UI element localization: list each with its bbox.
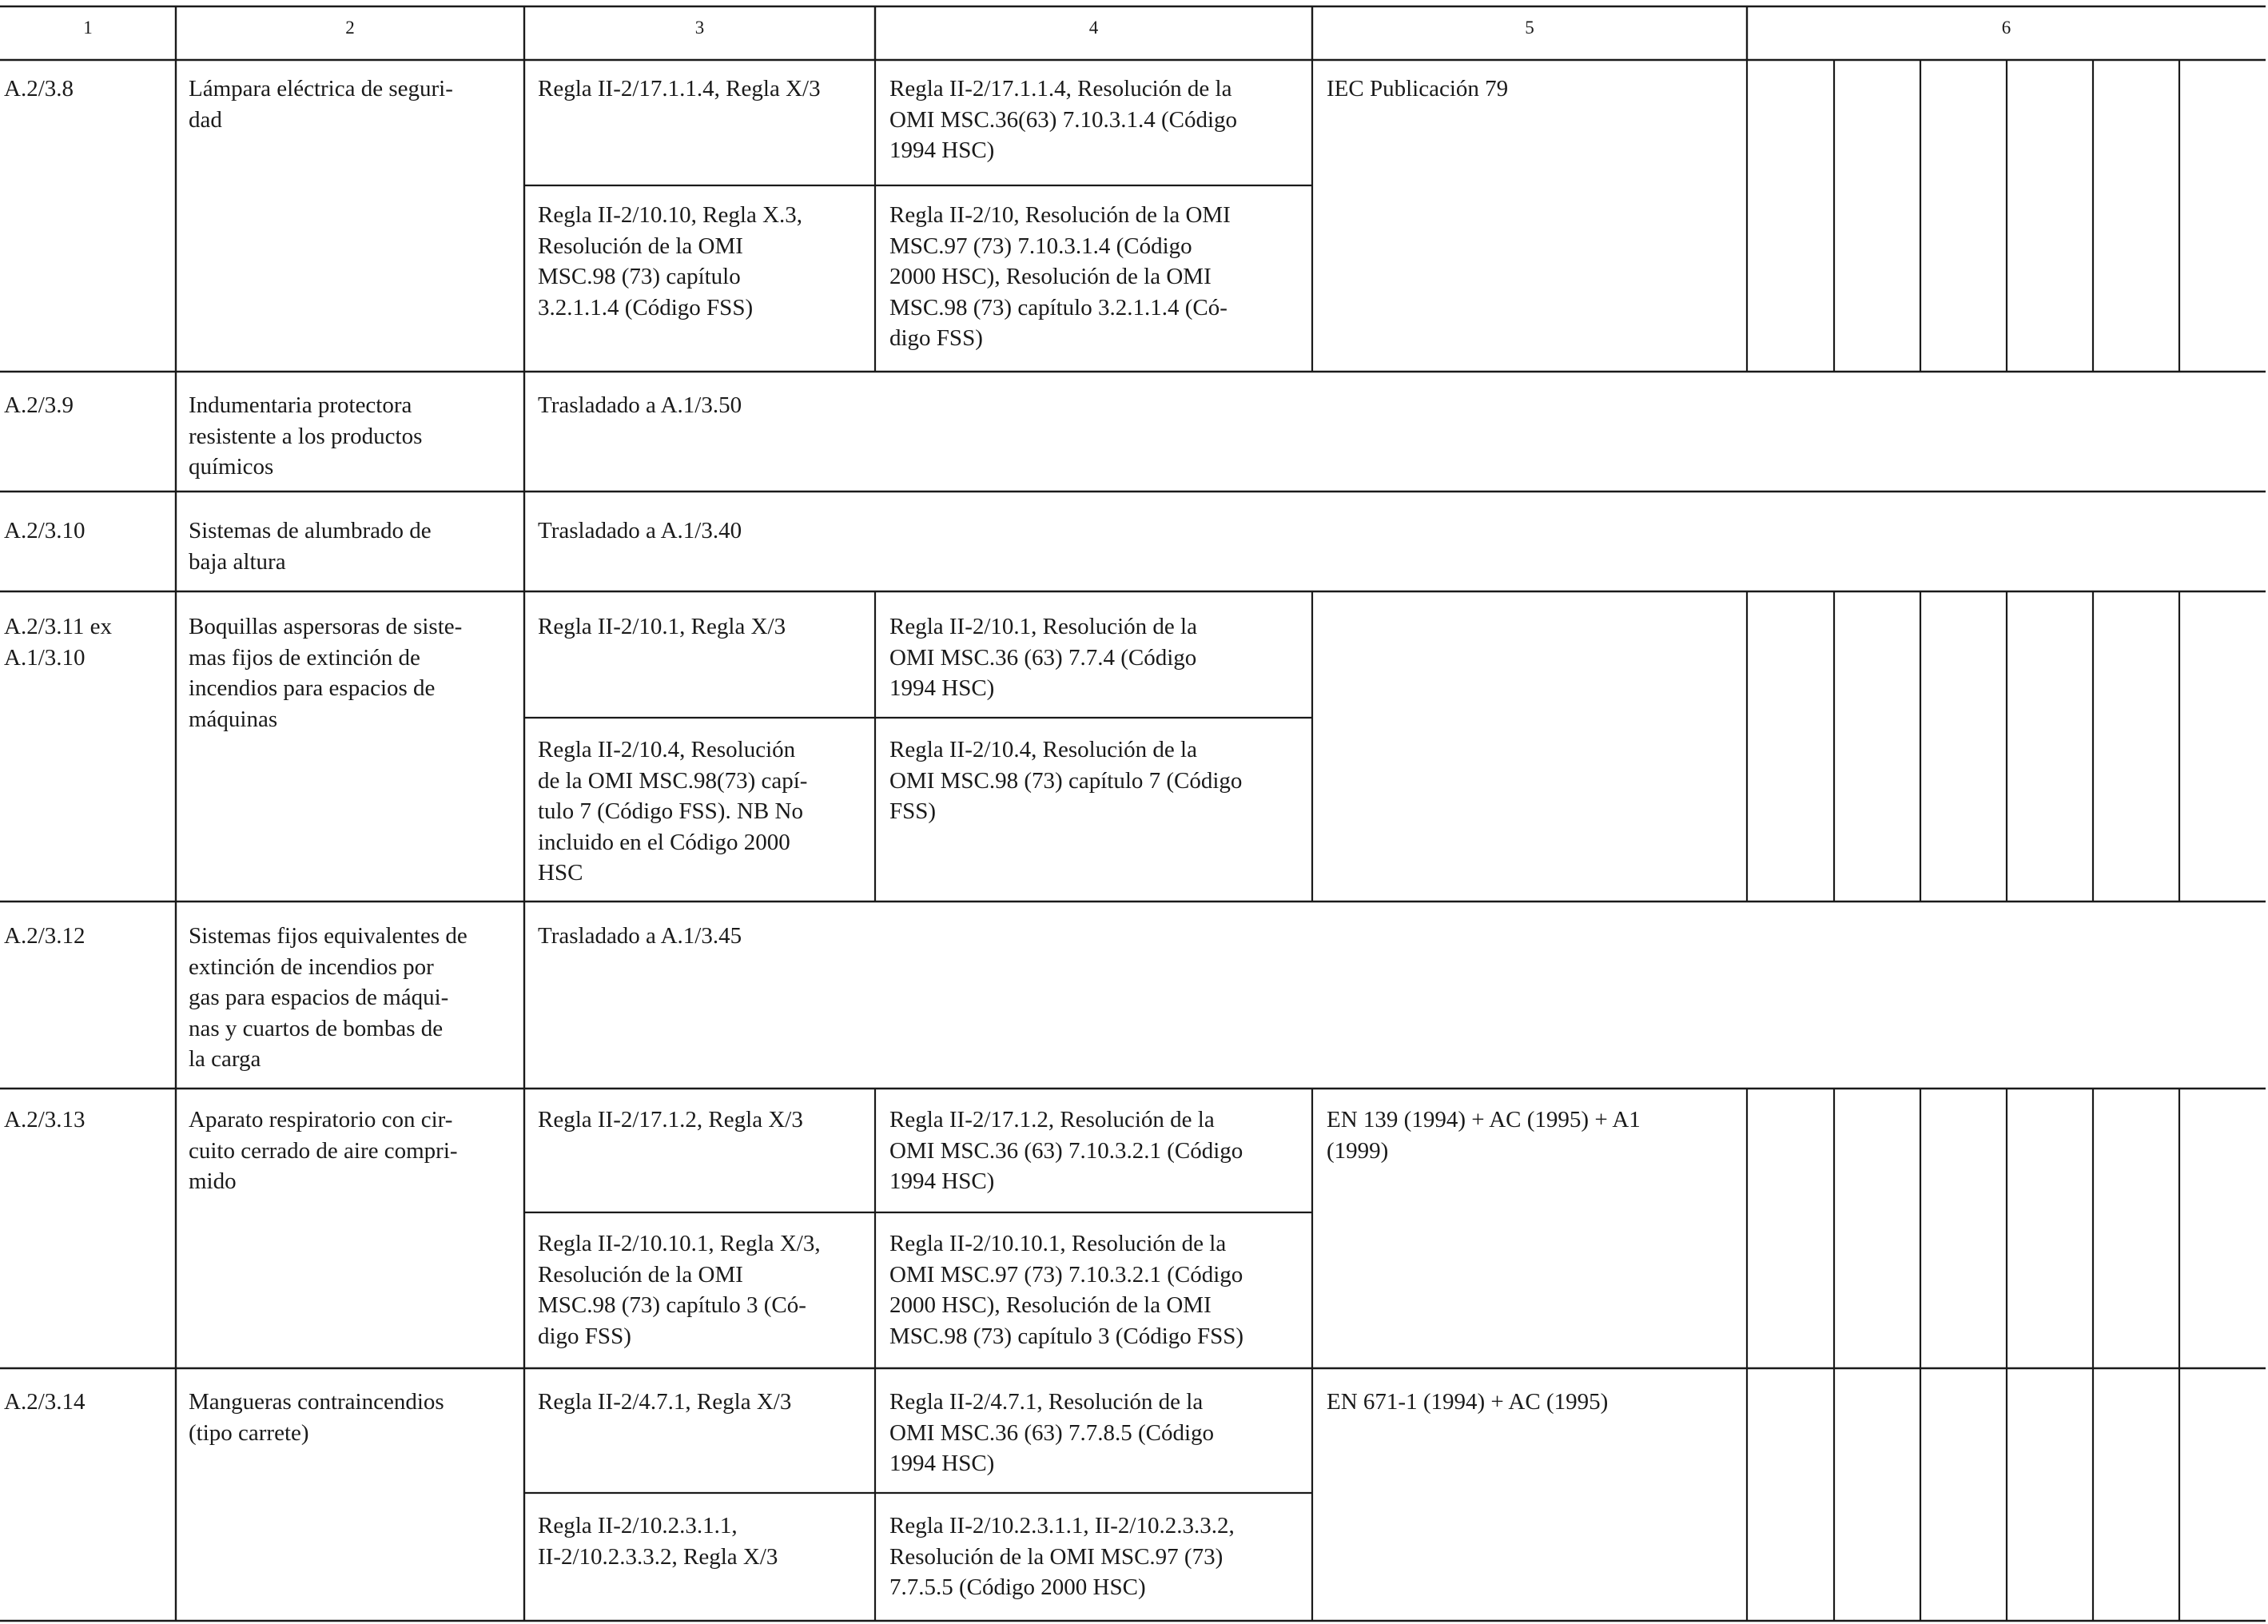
col3-cell: Regla II-2/17.1.2, Regla X/3	[538, 1107, 803, 1132]
col4-cell: Regla II-2/4.7.1, Resolución de la OMI MSC.36 (63) 7.7.8.5 (Código 1994 HSC)	[889, 1389, 1215, 1476]
col4-cell: Regla II-2/10.4, Resolución de la OMI MSC.98 (73) capítulo 7 (Código FSS)	[889, 737, 1243, 824]
col5-cell: EN 139 (1994) + AC (1995) + A1 (1999)	[1327, 1107, 1641, 1164]
moved-note: Trasladado a A.1/3.45	[538, 923, 742, 949]
row-item: Sistemas de alumbrado de baja altura	[189, 518, 432, 575]
col5-cell: IEC Publicación 79	[1327, 76, 1509, 102]
col3-cell: Regla II-2/10.4, Resolución de la OMI MSC.98(73) capí- tulo 7 (Código FSS). NB No incluido en el Código 2000 HSC	[538, 737, 808, 886]
col4-cell: Regla II-2/10.10.1, Resolución de la OMI MSC.97 (73) 7.10.3.2.1 (Código 2000 HSC), Resolución de la OMI MSC.98 (73) capítulo 3 (Código FSS)	[889, 1231, 1244, 1349]
col3-cell: Regla II-2/10.1, Regla X/3	[538, 614, 786, 639]
col4-cell: Regla II-2/10.1, Resolución de la OMI MSC.36 (63) 7.7.4 (Código 1994 HSC)	[889, 614, 1197, 701]
col5-cell: EN 671-1 (1994) + AC (1995)	[1327, 1389, 1609, 1415]
row-code: A.2/3.14	[4, 1389, 86, 1415]
column-header-2: 2	[345, 18, 355, 38]
row-code: A.2/3.9	[4, 392, 74, 418]
row-code: A.2/3.10	[4, 518, 86, 543]
row-code: A.2/3.13	[4, 1107, 86, 1132]
moved-note: Trasladado a A.1/3.40	[538, 518, 742, 543]
row-item: Lámpara eléctrica de seguri- dad	[189, 76, 453, 133]
col3-cell: Regla II-2/17.1.1.4, Regla X/3	[538, 76, 821, 102]
col3-cell: Regla II-2/10.10, Regla X.3, Resolución de la OMI MSC.98 (73) capítulo 3.2.1.1.4 (Código FSS)	[538, 202, 803, 320]
column-header-6: 6	[2001, 18, 2011, 38]
row-code: A.2/3.12	[4, 923, 86, 949]
row-item: Indumentaria protectora resistente a los productos químicos	[189, 392, 423, 480]
col4-cell: Regla II-2/17.1.2, Resolución de la OMI MSC.36 (63) 7.10.3.2.1 (Código 1994 HSC)	[889, 1107, 1243, 1194]
row-code: A.2/3.8	[4, 76, 74, 102]
column-header-4: 4	[1088, 18, 1099, 38]
col3-cell: Regla II-2/10.2.3.1.1, II-2/10.2.3.3.2, Regla X/3	[538, 1513, 778, 1570]
row-item: Sistemas fijos equivalentes de extinción de incendios por gas para espacios de máqui- nas y cuartos de bombas de la carga	[189, 923, 468, 1072]
col4-cell: Regla II-2/10, Resolución de la OMI MSC.97 (73) 7.10.3.1.4 (Código 2000 HSC), Resolución de la OMI MSC.98 (73) capítulo 3.2.1.1.4 (Có- digo FSS)	[889, 202, 1231, 351]
row-item: Aparato respiratorio con cir- cuito cerrado de aire compri- mido	[189, 1107, 458, 1194]
column-header-5: 5	[1525, 18, 1534, 38]
col4-cell: Regla II-2/17.1.1.4, Resolución de la OMI MSC.36(63) 7.10.3.1.4 (Código 1994 HSC)	[889, 76, 1238, 163]
row-item: Boquillas aspersoras de siste- mas fijos de extinción de incendios para espacios de máquinas	[189, 614, 463, 732]
col4-cell: Regla II-2/10.2.3.1.1, II-2/10.2.3.3.2, Resolución de la OMI MSC.97 (73) 7.7.5.5 (Código 2000 HSC)	[889, 1513, 1235, 1600]
column-header-3: 3	[694, 18, 705, 38]
col3-cell: Regla II-2/4.7.1, Regla X/3	[538, 1389, 792, 1415]
row-code: A.2/3.11 ex A.1/3.10	[4, 614, 113, 671]
moved-note: Trasladado a A.1/3.50	[538, 392, 742, 418]
column-header-1: 1	[83, 18, 93, 38]
col3-cell: Regla II-2/10.10.1, Regla X/3, Resolución de la OMI MSC.98 (73) capítulo 3 (Có- digo FSS)	[538, 1231, 821, 1349]
row-item: Mangueras contraincendios (tipo carrete)	[189, 1389, 444, 1446]
